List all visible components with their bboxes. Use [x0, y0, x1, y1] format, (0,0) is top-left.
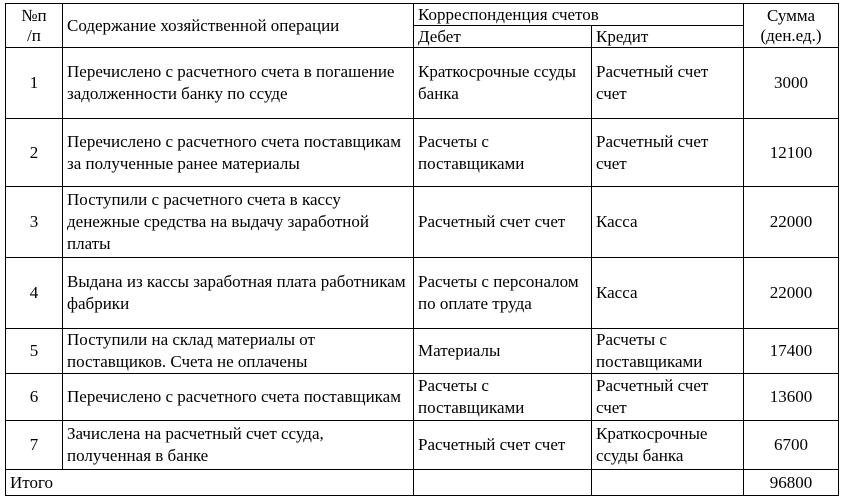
row-credit: Расчетный счет счет [592, 48, 744, 119]
row-content: Перечислено с расчетного счета в погашение задолженности банку по ссуде [63, 48, 414, 119]
row-number: 1 [6, 48, 63, 119]
total-row [6, 470, 839, 496]
total-amount: 96800 [744, 470, 839, 496]
row-amount: 6700 [744, 421, 839, 470]
table-row [6, 421, 839, 470]
header-content: Содержание хозяйственной операции [63, 4, 414, 48]
table-row [6, 258, 839, 329]
operations-table [5, 3, 839, 496]
row-number: 4 [6, 258, 63, 329]
row-amount: 22000 [744, 258, 839, 329]
row-content: Зачислена на расчетный счет ссуда, полученная в банке [63, 421, 414, 470]
row-debit: Расчеты с персоналом по оплате труда [414, 258, 592, 329]
row-amount: 3000 [744, 48, 839, 119]
table-row [6, 187, 839, 258]
total-label: Итого [6, 470, 414, 496]
table-row [6, 329, 839, 374]
row-number: 6 [6, 374, 63, 421]
row-credit: Расчеты с поставщиками [592, 329, 744, 374]
row-credit: Касса [592, 187, 744, 258]
row-content: Поступили на склад материалы от поставщиков. Счета не оплачены [63, 329, 414, 374]
header-debit: Дебет [414, 26, 592, 48]
row-credit: Расчетный счет счет [592, 119, 744, 187]
row-debit: Расчетный счет счет [414, 421, 592, 470]
row-content: Перечислено с расчетного счета поставщикам [63, 374, 414, 421]
row-content: Перечислено с расчетного счета поставщикам за полученные ранее материалы [63, 119, 414, 187]
table-row [6, 374, 839, 421]
row-amount: 17400 [744, 329, 839, 374]
row-debit: Расчеты с поставщиками [414, 374, 592, 421]
table-row [6, 48, 839, 119]
row-debit: Расчетный счет счет [414, 187, 592, 258]
header-credit: Кредит [592, 26, 744, 48]
row-debit: Краткосрочные ссуды банка [414, 48, 592, 119]
total-empty-debit [414, 470, 592, 496]
row-number: 2 [6, 119, 63, 187]
total-empty-credit [592, 470, 744, 496]
row-amount: 13600 [744, 374, 839, 421]
header-num: №п /п [6, 4, 63, 48]
row-number: 7 [6, 421, 63, 470]
row-credit: Расчетный счет счет [592, 374, 744, 421]
table-row [6, 119, 839, 187]
row-number: 3 [6, 187, 63, 258]
row-amount: 22000 [744, 187, 839, 258]
row-credit: Краткосрочные ссуды банка [592, 421, 744, 470]
row-content: Выдана из кассы заработная плата работникам фабрики [63, 258, 414, 329]
row-debit: Расчеты с поставщиками [414, 119, 592, 187]
row-content: Поступили с расчетного счета в кассу денежные средства на выдачу заработной платы [63, 187, 414, 258]
row-amount: 12100 [744, 119, 839, 187]
row-credit: Касса [592, 258, 744, 329]
row-number: 5 [6, 329, 63, 374]
header-correspondence: Корреспонденция счетов [414, 4, 744, 26]
row-debit: Материалы [414, 329, 592, 374]
header-amount: Сумма (ден.ед.) [744, 4, 839, 48]
